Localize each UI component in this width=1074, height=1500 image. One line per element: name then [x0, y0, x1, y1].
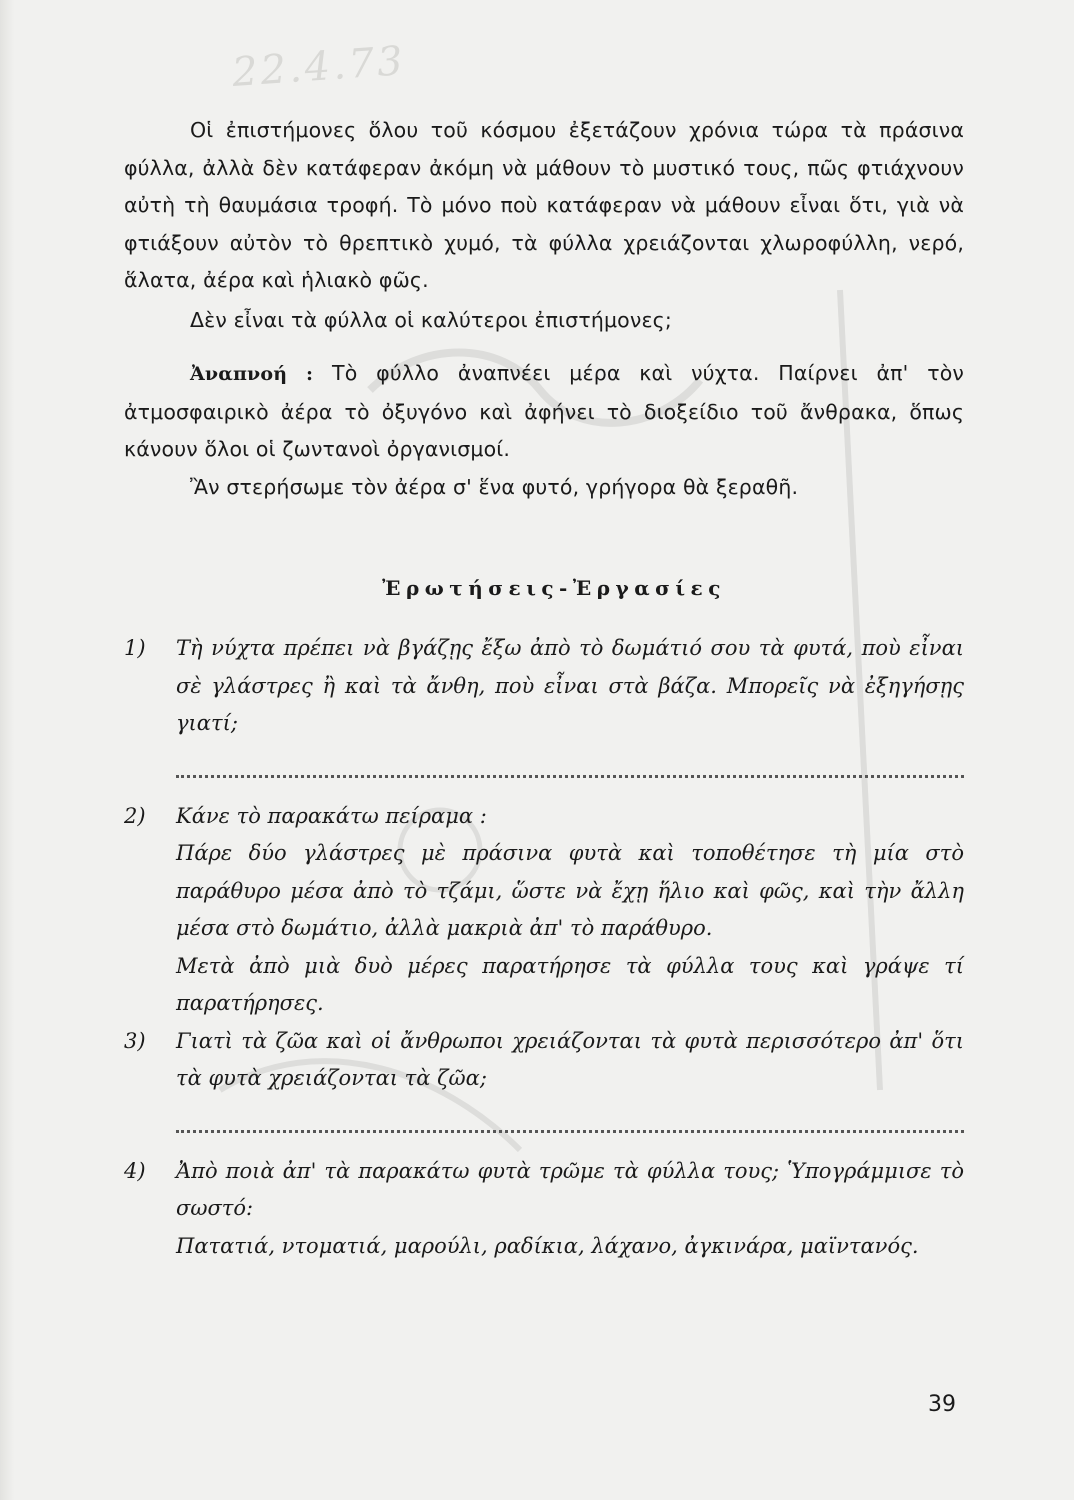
answer-dotted-line: [176, 1126, 964, 1133]
page-edge: [0, 0, 14, 1500]
intro-paragraph: Οἱ ἐπιστήμονες ὅλου τοῦ κόσμου ἐξετάζουν χρόνια τώρα τὰ πράσινα φύλλα, ἀλλὰ δὲν κατάφεραν ἀκόμη νὰ μάθουν τὸ μυστικό τους, πῶς φτιάχνουν αὐτὴ τὴ θαυμάσια τροφή. Τὸ μόνο ποὺ κατάφεραν νὰ μάθουν εἶναι ὅτι, γιὰ νὰ φτιάξουν αὐτὸν τὸ θρεπτικὸ χυμό, τὰ φύλλα χρειάζονται χλωροφύλλη, νερό, ἅλατα, ἀέρα καὶ ἡλιακὸ φῶς.: [124, 118, 964, 292]
exercise-text: Κάνε τὸ παρακάτω πείραμα :: [176, 803, 487, 828]
exercise-2: [124, 798, 964, 1023]
breathing-paragraph: [124, 355, 964, 469]
exercises-title: Ἐρωτήσεις-Ἐργασίες: [382, 576, 726, 600]
exercise-4: [124, 1153, 964, 1266]
exercise-text: Πατατιά, ντοματιά, μαρούλι, ραδίκια, λάχανο, ἀγκινάρα, μαϊντανός.: [176, 1233, 919, 1258]
exercise-text: Πάρε δύο γλάστρες μὲ πράσινα φυτὰ καὶ τοποθέτησε τὴ μία στὸ παράθυρο μέσα ἀπὸ τὸ τζάμι, ὥστε νὰ ἔχῃ ἥλιο καὶ φῶς, καὶ τὴν ἄλλη μέσα στὸ δωμάτιο, ἀλλὰ μακριὰ ἀπ' τὸ παράθυρο.: [176, 841, 964, 940]
exercise-text: Ἀπὸ ποιὰ ἀπ' τὰ παρακάτω φυτὰ τρῶμε τὰ φύλλα τους; Ὑπογράμμισε τὸ σωστό:: [176, 1158, 964, 1220]
exercise-number: 4): [124, 1158, 146, 1183]
handwritten-date-note: 22.4.73: [230, 37, 408, 97]
page-number: 39: [928, 1392, 956, 1417]
exercise-text: Μετὰ ἀπὸ μιὰ δυὸ μέρες παρατήρησε τὰ φύλλα τους καὶ γράψε τί παρατήρησες.: [176, 953, 964, 1015]
exercise-1: [124, 630, 964, 743]
breathing-text: Τὸ φύλλο ἀναπνέει μέρα καὶ νύχτα. Παίρνει ἀπ' τὸν ἀτμοσφαιρικὸ ἀέρα τὸ ὀξυγόνο καὶ ἀφήνει τὸ διοξείδιο τοῦ ἄνθρακα, ὅπως κάνουν ὅλοι οἱ ζωντανοὶ ὀργανισμοί.: [124, 361, 964, 461]
exercise-number: 2): [124, 803, 146, 828]
exercise-3: [124, 1023, 964, 1098]
exercise-text: Γιατὶ τὰ ζῶα καὶ οἱ ἄνθρωποι χρειάζονται τὰ φυτὰ περισσότερο ἀπ' ὅτι τὰ φυτὰ χρειάζονται τὰ ζῶα;: [176, 1028, 964, 1090]
breathing-conclusion: Ἂν στερήσωμε τὸν ἀέρα σ' ἕνα φυτό, γρήγορα θὰ ξεραθῆ.: [190, 474, 799, 499]
intro-question: Δὲν εἶναι τὰ φύλλα οἱ καλύτεροι ἐπιστήμονες;: [190, 307, 672, 332]
exercise-number: 3): [124, 1028, 146, 1053]
answer-dotted-line: [176, 771, 964, 778]
page-content: [124, 112, 964, 1265]
exercise-number: 1): [124, 636, 146, 660]
exercise-text: Τὴ νύχτα πρέπει νὰ βγάζῃς ἔξω ἀπὸ τὸ δωμάτιό σου τὰ φυτά, ποὺ εἶναι σὲ γλάστρες ἢ καὶ τὰ ἄνθη, ποὺ εἶναι στὰ βάζα. Μπορεῖς νὰ ἐξηγήσῃς γιατί;: [176, 636, 964, 735]
breathing-term: Ἀναπνοή :: [190, 363, 314, 385]
